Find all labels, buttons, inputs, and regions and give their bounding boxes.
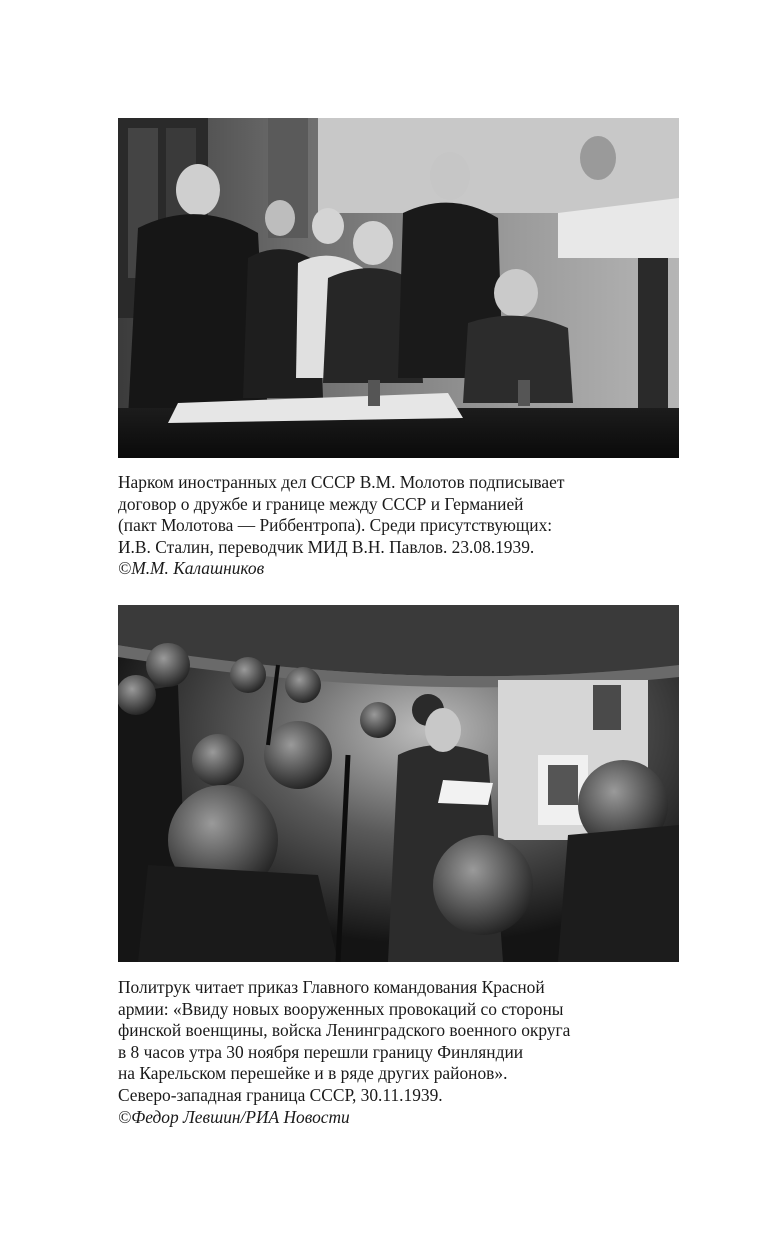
caption-line: Нарком иностранных дел СССР В.М. Молотов подписывает <box>118 472 565 492</box>
caption-line: армии: «Ввиду новых вооруженных провокаций со стороны <box>118 998 564 1019</box>
photo-credit: ©М.М. Калашников <box>118 558 265 579</box>
caption-line: И.В. Сталин, переводчик МИД В.Н. Павлов. 23.08.1939. <box>118 536 535 557</box>
caption-line: в 8 часов утра 30 ноября перешли границу Финляндии <box>118 1041 524 1062</box>
caption-pact-signing <box>118 472 698 580</box>
caption-line: (пакт Молотова — Риббентропа). Среди присутствующих: <box>118 515 553 536</box>
caption-line: Северо-западная граница СССР, 30.11.1939. <box>118 1084 443 1105</box>
photo-pact-signing <box>118 118 679 458</box>
caption-politruk-reading-order <box>118 977 698 1128</box>
caption-line: договор о дружбе и границе между СССР и Германией <box>118 493 524 514</box>
caption-line: финской военщины, войска Ленинградского военного округа <box>118 1020 571 1041</box>
caption-line: на Карельском перешейке и в ряде других районов». <box>118 1063 508 1084</box>
photo-politruk-reading-order <box>118 605 679 962</box>
photo-credit: ©Федор Левшин/РИА Новости <box>118 1106 350 1127</box>
caption-line: Политрук читает приказ Главного командования Красной <box>118 977 545 997</box>
